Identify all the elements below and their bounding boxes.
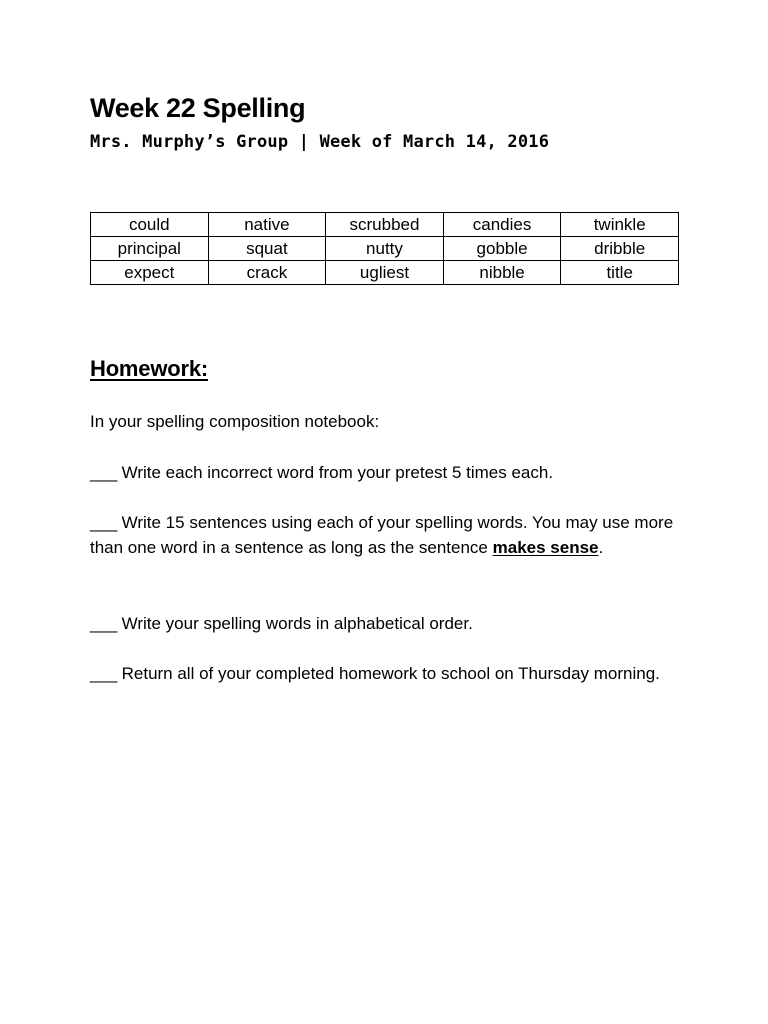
task-text: Write each incorrect word from your pretest 5 times each. (121, 463, 554, 482)
table-row (91, 237, 679, 261)
table-cell: squat (208, 237, 326, 261)
checkbox-blank: ___ (90, 513, 117, 532)
table-cell: scrubbed (326, 213, 444, 237)
table-cell: expect (91, 261, 209, 285)
checkbox-blank: ___ (90, 614, 117, 633)
task-punctuation: . (598, 538, 604, 557)
homework-task-4 (90, 661, 690, 686)
homework-heading: Homework: (90, 356, 208, 381)
table-cell: crack (208, 261, 326, 285)
checkbox-blank: ___ (90, 664, 117, 683)
table-cell: gobble (443, 237, 561, 261)
table-cell: title (561, 261, 679, 285)
table-cell: nibble (443, 261, 561, 285)
table-cell: nutty (326, 237, 444, 261)
table-cell: dribble (561, 237, 679, 261)
checkbox-blank: ___ (90, 463, 117, 482)
table-cell: ugliest (326, 261, 444, 285)
homework-task-2 (90, 510, 690, 560)
table-cell: principal (91, 237, 209, 261)
table-cell: twinkle (561, 213, 679, 237)
table-cell: could (91, 213, 209, 237)
page-title: Week 22 Spelling (90, 93, 306, 123)
homework-task-1 (90, 460, 690, 485)
spelling-word-table (90, 212, 679, 285)
task-text: Write your spelling words in alphabetical order. (121, 614, 473, 633)
emphasized-phrase: makes sense (492, 538, 599, 557)
table-row (91, 261, 679, 285)
task-text: Write 15 sentences using each of your spelling words. You may use more than one word in a sentence as long as the sentence (90, 513, 674, 557)
page-subtitle: Mrs. Murphy’s Group | Week of March 14, 2016 (90, 132, 550, 152)
homework-intro: In your spelling composition notebook: (90, 412, 380, 431)
table-cell: native (208, 213, 326, 237)
table-row (91, 213, 679, 237)
homework-task-3 (90, 611, 690, 636)
table-cell: candies (443, 213, 561, 237)
task-text: Return all of your completed homework to school on Thursday morning. (121, 664, 660, 683)
